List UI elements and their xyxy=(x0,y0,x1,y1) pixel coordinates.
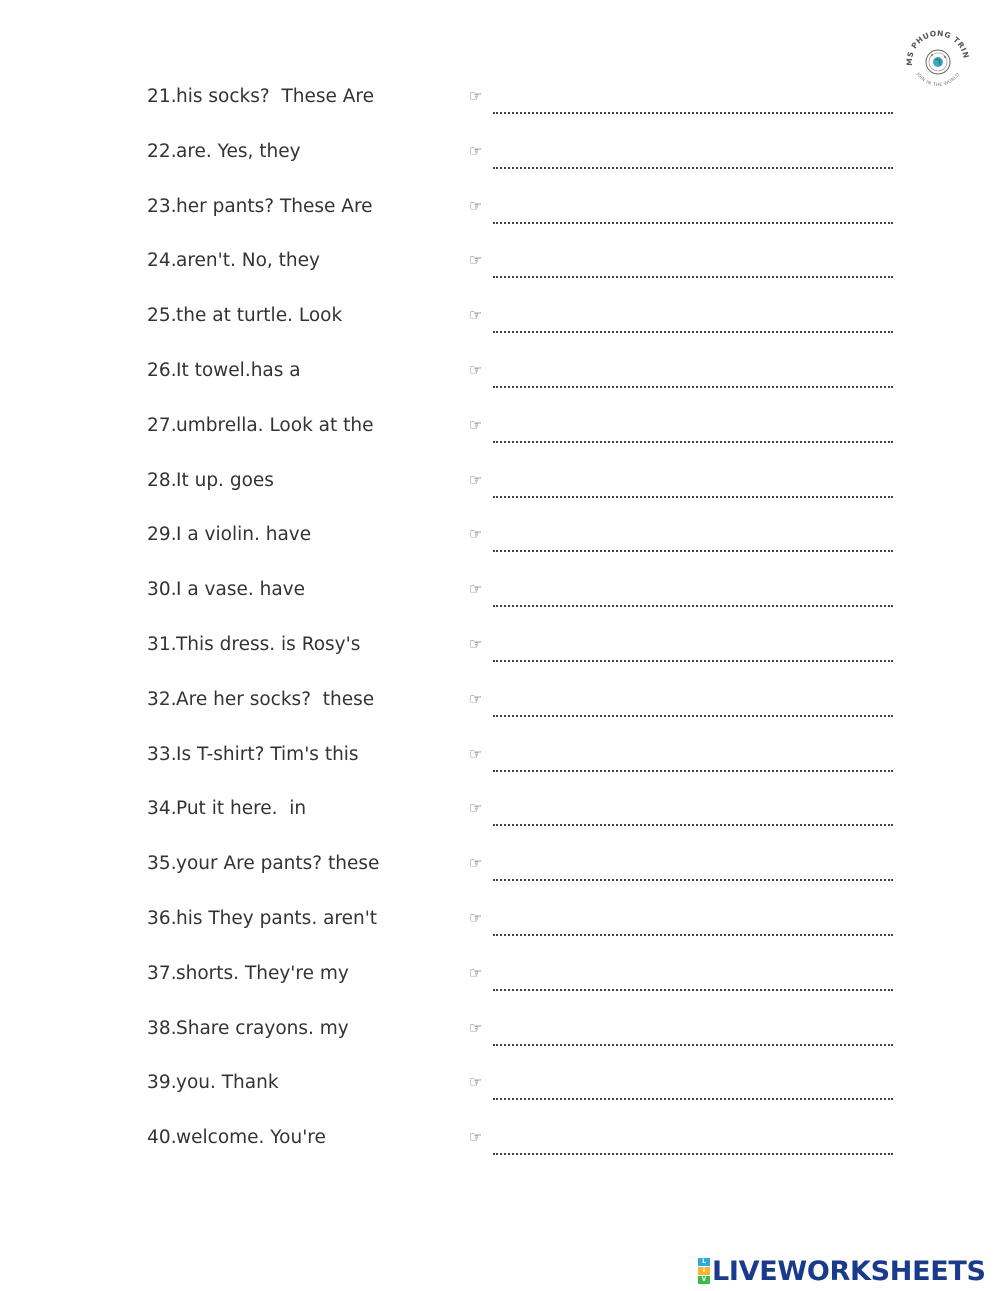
scrambled-words: umbrella. Look at the xyxy=(176,414,374,436)
answer-input[interactable] xyxy=(493,1022,893,1046)
scrambled-words: Share crayons. my xyxy=(176,1017,349,1039)
item-number: 23. xyxy=(147,195,177,217)
exercise-row xyxy=(0,681,1000,721)
exercise-row xyxy=(0,352,1000,392)
scrambled-words: Is T-shirt? Tim's this xyxy=(176,743,359,765)
exercise-row xyxy=(0,188,1000,228)
item-number: 30. xyxy=(147,579,177,601)
pointing-hand-icon: ☞ xyxy=(469,854,483,873)
exercise-row xyxy=(0,626,1000,666)
answer-input[interactable] xyxy=(493,200,893,224)
item-number: 35. xyxy=(147,853,177,875)
answer-input[interactable] xyxy=(493,912,893,936)
scrambled-words: his They pants. aren't xyxy=(176,908,378,929)
exercise-row xyxy=(0,516,1000,556)
exercise-row xyxy=(0,242,1000,282)
exercise-row xyxy=(0,571,1000,611)
scrambled-words: This dress. is Rosy's xyxy=(176,634,361,655)
answer-input[interactable] xyxy=(493,693,893,717)
answer-input[interactable] xyxy=(493,419,893,443)
answer-input[interactable] xyxy=(493,309,893,333)
answer-input[interactable] xyxy=(493,528,893,552)
pointing-hand-icon: ☞ xyxy=(469,635,483,653)
brand-blocks xyxy=(698,1258,710,1284)
item-number: 21. xyxy=(147,86,177,107)
exercise-row xyxy=(0,845,1000,885)
item-number: 34. xyxy=(147,798,177,820)
scrambled-words: welcome. You're xyxy=(176,1127,326,1149)
item-number: 29. xyxy=(147,524,177,546)
item-number: 24. xyxy=(147,250,177,272)
pointing-hand-icon: ☞ xyxy=(469,141,483,160)
svg-text:JOIN IN THE WORLD: JOIN IN THE WORLD xyxy=(914,72,962,89)
item-number: 37. xyxy=(147,962,177,984)
liveworksheets-logo xyxy=(698,1254,986,1288)
pointing-hand-icon: ☞ xyxy=(469,306,483,325)
pointing-hand-icon: ☞ xyxy=(469,470,483,489)
exercise-row xyxy=(0,78,1000,118)
item-number: 38. xyxy=(147,1017,177,1039)
brand-block: V xyxy=(698,1276,710,1284)
scrambled-words: his socks? These Are xyxy=(176,86,374,107)
exercise-row xyxy=(0,790,1000,830)
scrambled-words: the at turtle. Look xyxy=(176,305,343,327)
item-number: 26. xyxy=(147,360,177,381)
exercise-row xyxy=(0,900,1000,940)
exercise-row xyxy=(0,955,1000,995)
item-number: 25. xyxy=(147,305,177,327)
pointing-hand-icon: ☞ xyxy=(469,196,483,215)
answer-input[interactable] xyxy=(493,857,893,881)
scrambled-words: It up. goes xyxy=(176,469,274,491)
item-number: 33. xyxy=(147,743,177,765)
scrambled-words: Are her socks? these xyxy=(176,688,375,710)
exercise-row xyxy=(0,736,1000,776)
item-number: 40. xyxy=(147,1127,177,1149)
scrambled-words: her pants? These Are xyxy=(176,195,373,217)
scrambled-words: Put it here. in xyxy=(176,798,307,820)
answer-input[interactable] xyxy=(493,474,893,498)
pointing-hand-icon: ☞ xyxy=(469,87,483,105)
scrambled-words: shorts. They're my xyxy=(176,962,349,984)
answer-input[interactable] xyxy=(493,1131,893,1155)
answer-input[interactable] xyxy=(493,967,893,991)
pointing-hand-icon: ☞ xyxy=(469,580,483,599)
answer-input[interactable] xyxy=(493,145,893,169)
exercise-row xyxy=(0,462,1000,502)
scrambled-words: are. Yes, they xyxy=(176,140,301,162)
pointing-hand-icon: ☞ xyxy=(469,744,483,763)
item-number: 22. xyxy=(147,140,177,162)
exercise-row xyxy=(0,133,1000,173)
item-number: 32. xyxy=(147,688,177,710)
item-number: 31. xyxy=(147,634,177,655)
scrambled-words: your Are pants? these xyxy=(176,853,380,875)
exercise-row xyxy=(0,407,1000,447)
answer-input[interactable] xyxy=(493,1076,893,1100)
pointing-hand-icon: ☞ xyxy=(469,799,483,818)
brand-text: LIVEWORKSHEETS xyxy=(712,1255,986,1287)
answer-input[interactable] xyxy=(493,638,893,662)
exercise-row xyxy=(0,1064,1000,1104)
pointing-hand-icon: ☞ xyxy=(469,361,483,379)
svg-text:MS PHUONG TRINH: MS PHUONG TRIN xyxy=(904,28,971,66)
pointing-hand-icon: ☞ xyxy=(469,1073,483,1092)
answer-input[interactable] xyxy=(493,254,893,278)
exercise-row xyxy=(0,297,1000,337)
pointing-hand-icon: ☞ xyxy=(469,415,483,434)
answer-input[interactable] xyxy=(493,90,893,114)
answer-input[interactable] xyxy=(493,748,893,772)
scrambled-words: I a violin. have xyxy=(176,524,312,546)
pointing-hand-icon: ☞ xyxy=(469,1128,483,1147)
item-number: 27. xyxy=(147,414,177,436)
answer-input[interactable] xyxy=(493,802,893,826)
scrambled-words: I a vase. have xyxy=(176,579,306,601)
answer-input[interactable] xyxy=(493,364,893,388)
item-number: 36. xyxy=(147,908,177,929)
pointing-hand-icon: ☞ xyxy=(469,525,483,544)
scrambled-words: It towel.has a xyxy=(176,360,301,381)
scrambled-words: you. Thank xyxy=(176,1072,279,1094)
pointing-hand-icon: ☞ xyxy=(469,1018,483,1037)
pointing-hand-icon: ☞ xyxy=(469,689,483,708)
exercise-row xyxy=(0,1010,1000,1050)
pointing-hand-icon: ☞ xyxy=(469,963,483,982)
brand-block: I xyxy=(698,1267,710,1275)
scrambled-words: aren't. No, they xyxy=(176,250,320,272)
answer-input[interactable] xyxy=(493,583,893,607)
brand-block: L xyxy=(698,1258,710,1266)
pointing-hand-icon: ☞ xyxy=(469,251,483,270)
pointing-hand-icon: ☞ xyxy=(469,909,483,927)
exercise-row xyxy=(0,1119,1000,1159)
item-number: 39. xyxy=(147,1072,177,1094)
item-number: 28. xyxy=(147,469,177,491)
